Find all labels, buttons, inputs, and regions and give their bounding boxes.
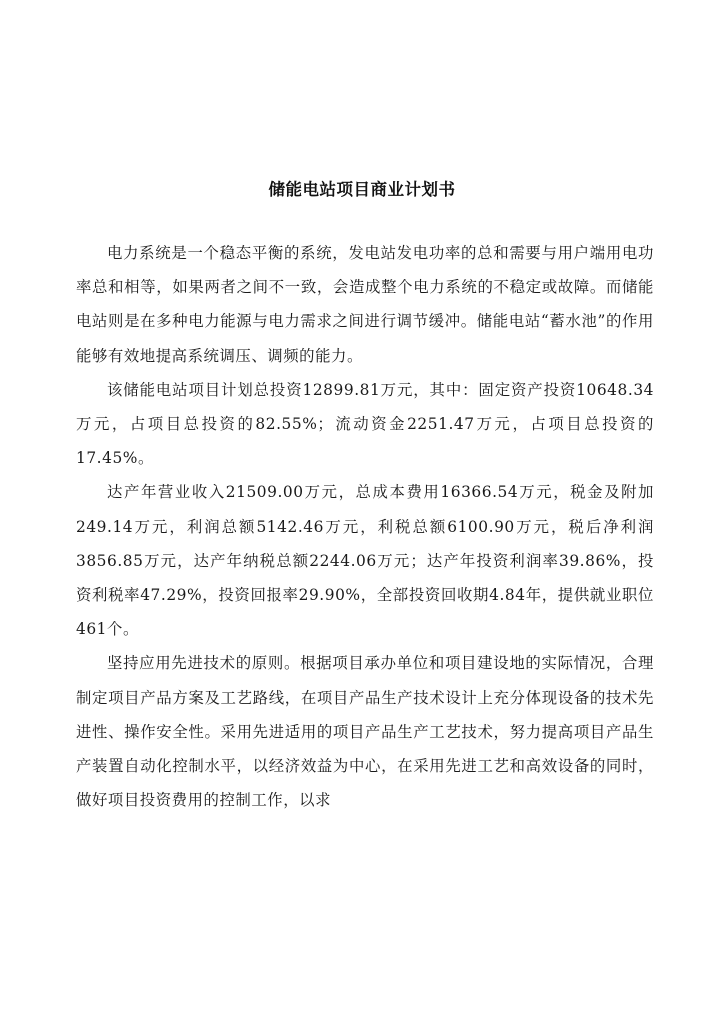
document-title: 储能电站项目商业计划书: [268, 180, 456, 199]
document-body: [76, 236, 654, 817]
paragraph-total-investment: 该储能电站项目计划总投资12899.81万元，其中：固定资产投资10648.34万元，占项目总投资的82.55%；流动资金2251.47万元，占项目总投资的17.45%。: [76, 380, 654, 468]
paragraph-financial-indicators: 达产年营业收入21509.00万元，总成本费用16366.54万元，税金及附加249.14万元，利润总额5142.46万元，利税总额6100.90万元，税后净利润3856.85万元，达产年纳税总额2244.06万元；达产年投资利润率39.86%，投资利税率47.29%，投资回报率29.90%，全部投资回收期4.84年，提供就业职位461个。: [76, 483, 654, 639]
paragraph-technology-principle: 坚持应用先进技术的原则。根据项目承办单位和项目建设地的实际情况，合理制定项目产品方案及工艺路线，在项目产品生产技术设计上充分体现设备的技术先进性、操作安全性。采用先进适用的项目产品生产工艺技术，努力提高项目产品生产装置自动化控制水平，以经济效益为中心，在采用先进工艺和高效设备的同时，做好项目投资费用的控制工作，以求: [76, 654, 654, 810]
paragraph-power-system-intro: 电力系统是一个稳态平衡的系统，发电站发电功率的总和需要与用户端用电功率总和相等，如果两者之间不一致，会造成整个电力系统的不稳定或故障。而储能电站则是在多种电力能源与电力需求之间进行调节缓冲。储能电站“蓄水池”的作用能够有效地提高系统调压、调频的能力。: [76, 244, 654, 365]
